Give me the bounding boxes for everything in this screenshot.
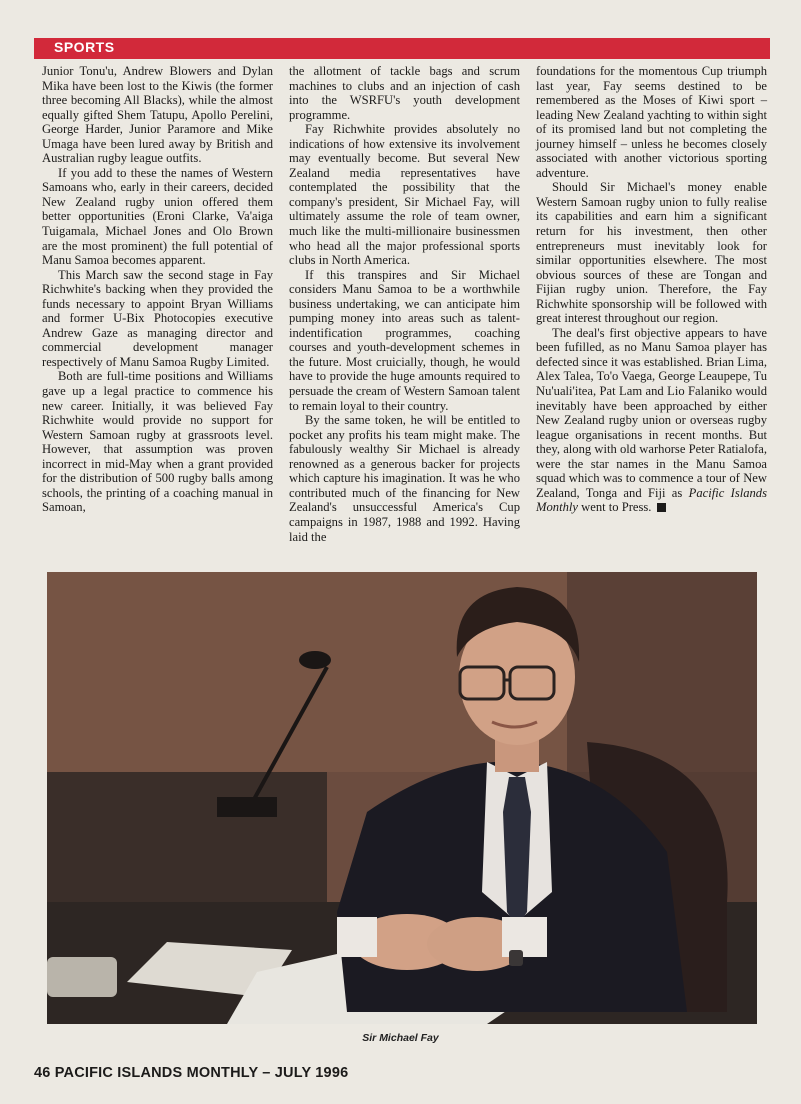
paragraph-text: The deal's first objective appears to have been fufilled, as no Manu Samoa player has defected since it was established. Brian Lima, Alex Talea, To'o Vaega, George Leaupepe, Tu Nu'uali'itea, Pat Lam and Lio Falaniko would inevitably have been approached by either New Zealand rugby union or overseas rugby league organisations in recent months. But they, along with old warhorse Peter Ratialofa, were the star names in the Manu Samoa squad which was to commence a tour of New Zealand, Tonga and Fiji as [536, 325, 767, 500]
page-folio: 46 PACIFIC ISLANDS MONTHLY – JULY 1996 [34, 1065, 349, 1081]
end-of-article-mark [657, 503, 666, 512]
paragraph: foundations for the momentous Cup triumph last year, Fay seems destined to be remembered as the Moses of Kiwi sport – leading New Zealand yachting to within sight of its promised land but not completing the journey himself – unless he becomes closely associated with another victorious sporting adventure. [536, 64, 767, 180]
paragraph: Both are full-time positions and Williams gave up a legal practice to commence his new career. Initially, it was believed Fay Richwhite would provide no support for Western Samoan rugby at grassroots level. However, that assumption was proven incorrect in mid-May when a grant provided for the distribution of 500 rugby balls among schools, the printing of a coaching manual in Samoan, [42, 369, 273, 515]
paragraph-final [536, 326, 767, 515]
paragraph: the allotment of tackle bags and scrum machines to clubs and an injection of cash into the WSRFU's youth development programme. [289, 64, 520, 122]
section-label: SPORTS [54, 39, 115, 55]
portrait-photo [47, 572, 757, 1024]
paragraph: If you add to these the names of Western Samoans who, early in their careers, decided New Zealand rugby union offered them better opportunities (Eroni Clarke, Va'aiga Tuigamala, Michael Jones and Olo Brown are the most prominent) the full potential of Manu Samoa becomes apparent. [42, 165, 273, 268]
paragraph: Should Sir Michael's money enable Western Samoan rugby union to fully realise its capabilities and earn him a significant return for his investment, then other entrepreneurs must inevitably look for similar opportunities elsewhere. The most obvious sources of these are Tongan and Fijian rugby union. Therefore, the Fay Richwhite sponsorship will be followed with great interest throughout our region. [536, 180, 767, 326]
article-column-1 [42, 64, 273, 564]
paragraph: Junior Tonu'u, Andrew Blowers and Dylan Mika have been lost to the Kiwis (the former three becoming All Blacks), while the almost equally gifted Shem Tatupu, Apollo Perelini, George Harder, Junior Paramore and Mike Umaga have been lured away by British and Australian rugby league outfits. [42, 64, 273, 166]
article-body [42, 64, 768, 564]
article-column-3 [536, 64, 767, 564]
photo-caption: Sir Michael Fay [362, 1032, 439, 1044]
paragraph-text: went to Press. [581, 500, 652, 515]
section-header-bar [34, 38, 770, 59]
portrait-illustration [47, 572, 757, 1024]
paragraph: If this transpires and Sir Michael considers Manu Samoa to be a worthwhile business undertaking, we can anticipate him pumping money into areas such as talent-indentification programmes, coaching courses and youth-development schemes in the future. Most cruicially, though, he would have to provide the huge amounts required to persuade the cream of Western Samoan talent to remain loyal to their country. [289, 267, 520, 413]
paragraph: Fay Richwhite provides absolutely no indications of how extensive its involvement may eventually become. But several New Zealand media representatives have contemplated the possibility that the company's president, Sir Michael Fay, will ultimately assume the role of team owner, much like the multi-millionaire businessmen who head all the major professional sports clubs in North America. [289, 122, 520, 268]
paragraph: This March saw the second stage in Fay Richwhite's backing when they provided the funds necessary to appoint Bryan Williams and former U-Bix Photocopies executive Andrew Gaze as managing director and commercial development manager respectively of Manu Samoa Rugby Limited. [42, 267, 273, 369]
publication-name: Pacific Islands Monthly [536, 485, 768, 515]
paragraph: By the same token, he will be entitled to pocket any profits his team might make. The fabulously wealthy Sir Michael is already renowned as a generous backer for projects which capture his imagination. It was he who contributed much of the financing for New Zealand's unsuccessful America's Cup campaigns in 1987, 1988 and 1992. Having laid the [289, 413, 520, 544]
article-column-2 [289, 64, 520, 564]
